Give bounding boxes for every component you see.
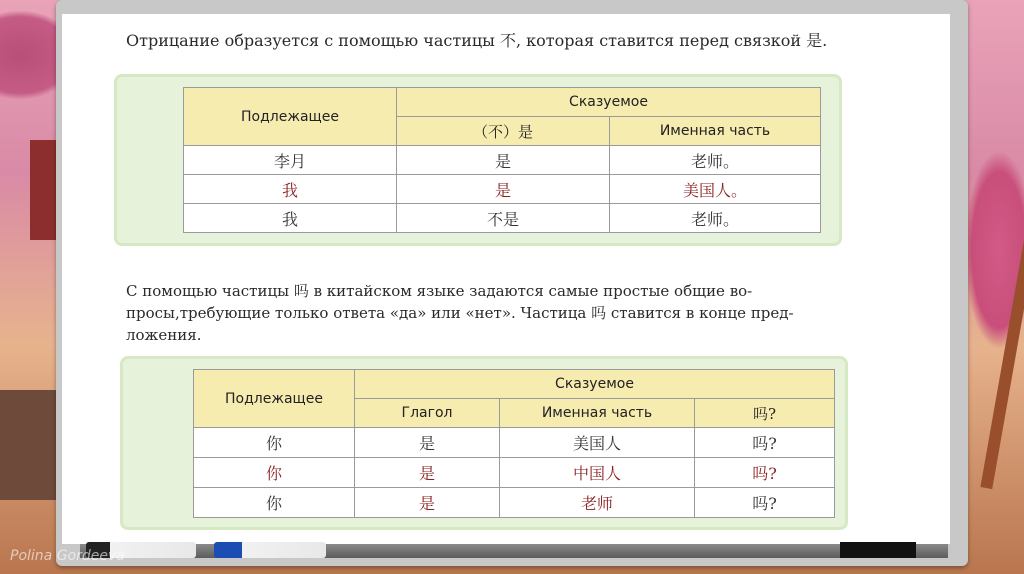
cell-nominal: 美国人。 [610,175,821,204]
cell-verb: 是 [355,488,500,518]
negation-table-frame [114,74,842,246]
background-house [0,390,60,500]
table-row [194,488,835,518]
cell-subject: 我 [184,204,397,233]
header-subject: Подлежащее [194,370,355,428]
cell-verb: 是 [355,428,500,458]
question-table-frame [120,356,848,530]
cell-nominal: 美国人 [500,428,695,458]
eraser [840,542,916,558]
paragraph-line: просы,требующие только ответа «да» или «нет». Частица 吗 ставится в конце пред- [126,304,794,322]
header-copula: （不）是 [397,117,610,146]
cell-particle: 吗? [695,458,835,488]
table-row [194,428,835,458]
header-subject: Подлежащее [184,88,397,146]
cell-subject: 你 [194,428,355,458]
header-predicate: Сказуемое [397,88,821,117]
cell-subject: 李月 [184,146,397,175]
header-nominal: Именная часть [610,117,821,146]
table-row [194,458,835,488]
cell-particle: 吗? [695,488,835,518]
marker-tray [80,544,948,558]
table-row [184,204,821,233]
header-nominal: Именная часть [500,399,695,428]
cell-subject: 我 [184,175,397,204]
cell-nominal: 老师。 [610,146,821,175]
cell-copula: 是 [397,175,610,204]
cell-nominal: 老师。 [610,204,821,233]
table-row [184,175,821,204]
cell-copula: 不是 [397,204,610,233]
cell-copula: 是 [397,146,610,175]
blue-marker [214,542,326,558]
cell-verb: 是 [355,458,500,488]
cell-subject: 你 [194,488,355,518]
paragraph-line: ложения. [126,326,202,344]
header-verb: Глагол [355,399,500,428]
table-row [184,146,821,175]
cell-nominal: 老师 [500,488,695,518]
author-signature: Polina Gordeeva [10,548,125,564]
question-paragraph [126,280,830,346]
header-predicate: Сказуемое [355,370,835,399]
question-table [193,369,835,518]
cell-subject: 你 [194,458,355,488]
negation-table [183,87,821,233]
cell-nominal: 中国人 [500,458,695,488]
paragraph-line: С помощью частицы 吗 в китайском языке задаются самые простые общие во- [126,282,753,300]
cell-particle: 吗? [695,428,835,458]
intro-text: Отрицание образуется с помощью частицы 不, которая ставится перед связкой 是. [126,31,828,50]
header-particle: 吗? [695,399,835,428]
